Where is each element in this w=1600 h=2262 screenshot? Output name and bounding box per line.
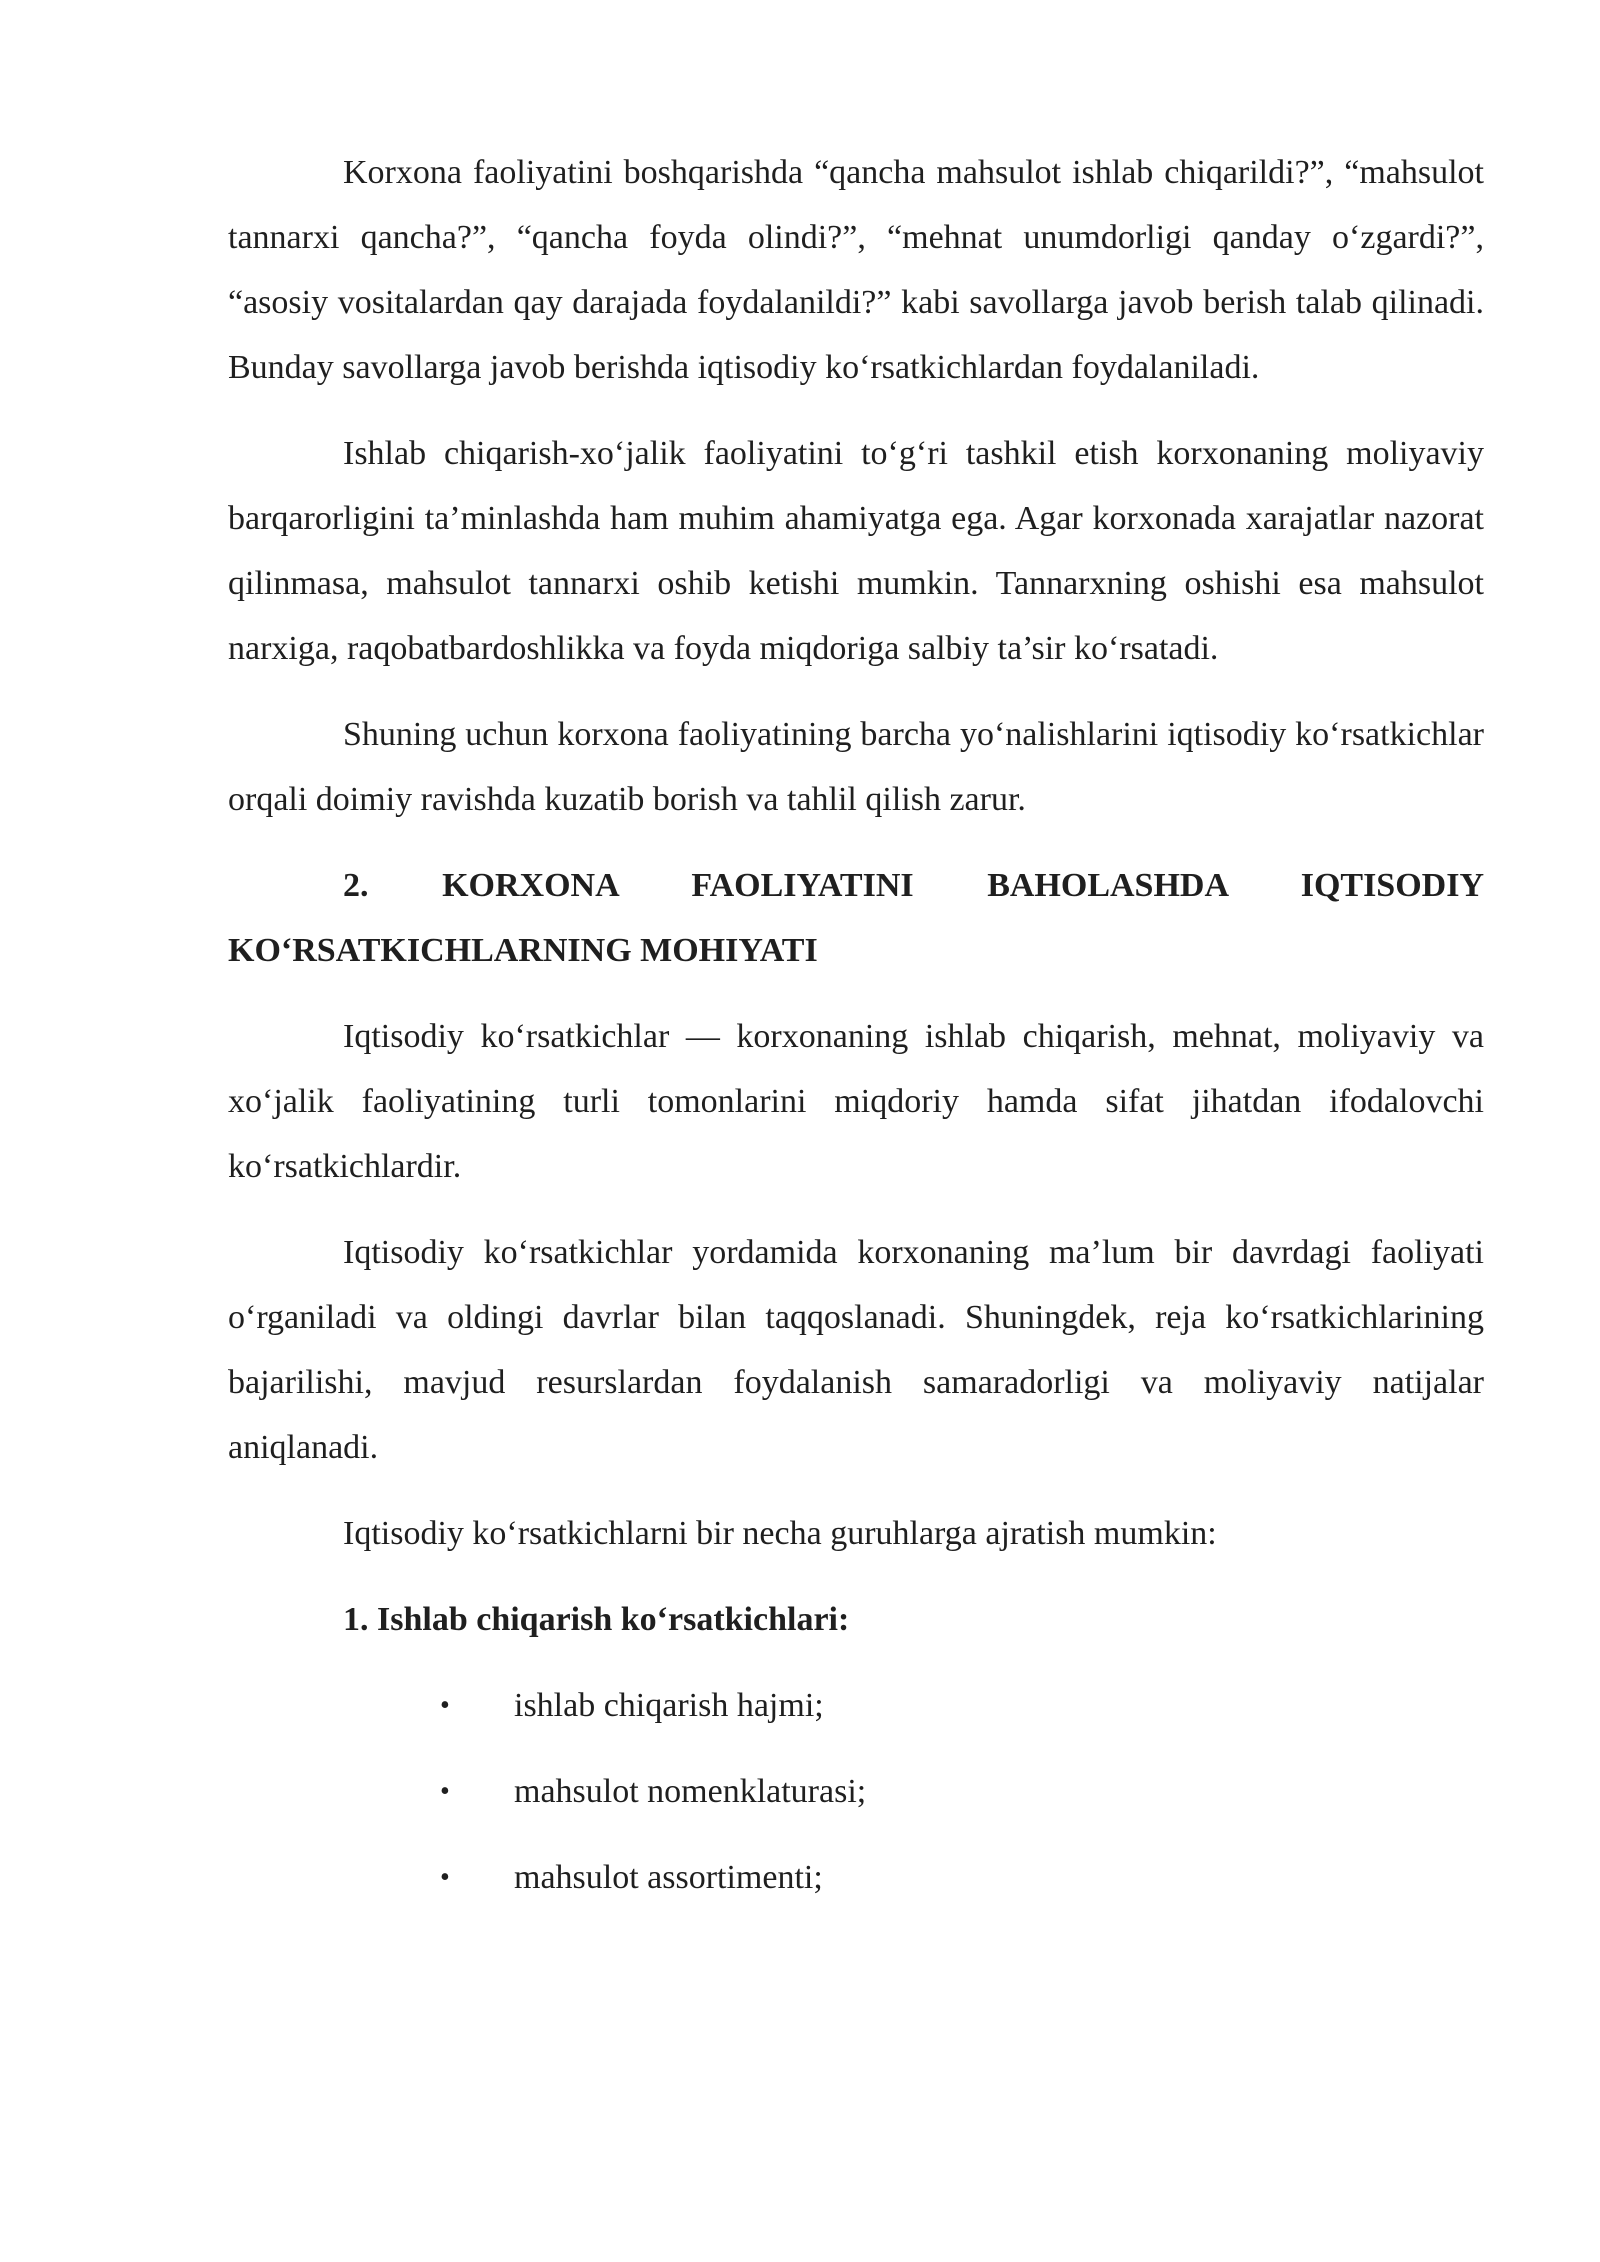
body-paragraph: Korxona faoliyatini boshqarishda “qancha mahsulot ishlab chiqarildi?”, “mahsulot tannarxi qancha?”, “qancha foyda olindi?”, “mehnat unumdorligi qanday o‘zgardi?”, “asosiy vositalardan qay darajada foydalanildi?” kabi savollarga javob berish talab qilinadi. Bunday savollarga javob berishda iqtisodiy ko‘rsatkichlardan foydalaniladi. <box>228 154 1484 386</box>
list-item <box>228 1673 1484 1738</box>
document-page <box>228 140 1484 1931</box>
list-subheading: 1. Ishlab chiqarish ko‘rsatkichlari: <box>343 1601 850 1638</box>
bullet-icon: • <box>440 1690 450 1721</box>
body-paragraph: Iqtisodiy ko‘rsatkichlarni bir necha guruhlarga ajratish mumkin: <box>343 1515 1217 1552</box>
body-paragraph: Shuning uchun korxona faoliyatining barcha yo‘nalishlarini iqtisodiy ko‘rsatkichlar orqali doimiy ravishda kuzatib borish va tahlil qilish zarur. <box>228 716 1484 818</box>
list-item <box>228 1845 1484 1910</box>
bullet-icon: • <box>440 1862 450 1893</box>
list-item-text: ishlab chiqarish hajmi; <box>514 1687 824 1724</box>
bullet-list <box>228 1673 1484 1910</box>
bullet-icon: • <box>440 1776 450 1807</box>
body-paragraph: Iqtisodiy ko‘rsatkichlar — korxonaning ishlab chiqarish, mehnat, moliyaviy va xo‘jalik faoliyatining turli tomonlarini miqdoriy hamda sifat jihatdan ifodalovchi ko‘rsatkichlardir. <box>228 1018 1484 1185</box>
section-heading: 2. KORXONA FAOLIYATINI BAHOLASHDA IQTISODIY KO‘RSATKICHLARNING MOHIYATI <box>228 867 1484 969</box>
list-item-text: mahsulot nomenklaturasi; <box>514 1773 867 1810</box>
list-item <box>228 1759 1484 1824</box>
body-paragraph: Ishlab chiqarish-xo‘jalik faoliyatini to‘g‘ri tashkil etish korxonaning moliyaviy barqarorligini ta’minlashda ham muhim ahamiyatga ega. Agar korxonada xarajatlar nazorat qilinmasa, mahsulot tannarxi oshib ketishi mumkin. Tannarxning oshishi esa mahsulot narxiga, raqobatbardoshlikka va foyda miqdoriga salbiy ta’sir ko‘rsatadi. <box>228 435 1484 667</box>
body-paragraph: Iqtisodiy ko‘rsatkichlar yordamida korxonaning ma’lum bir davrdagi faoliyati o‘rganiladi va oldingi davrlar bilan taqqoslanadi. Shuningdek, reja ko‘rsatkichlarining bajarilishi, mavjud resurslardan foydalanish samaradorligi va moliyaviy natijalar aniqlanadi. <box>228 1234 1484 1466</box>
list-item-text: mahsulot assortimenti; <box>514 1859 823 1896</box>
